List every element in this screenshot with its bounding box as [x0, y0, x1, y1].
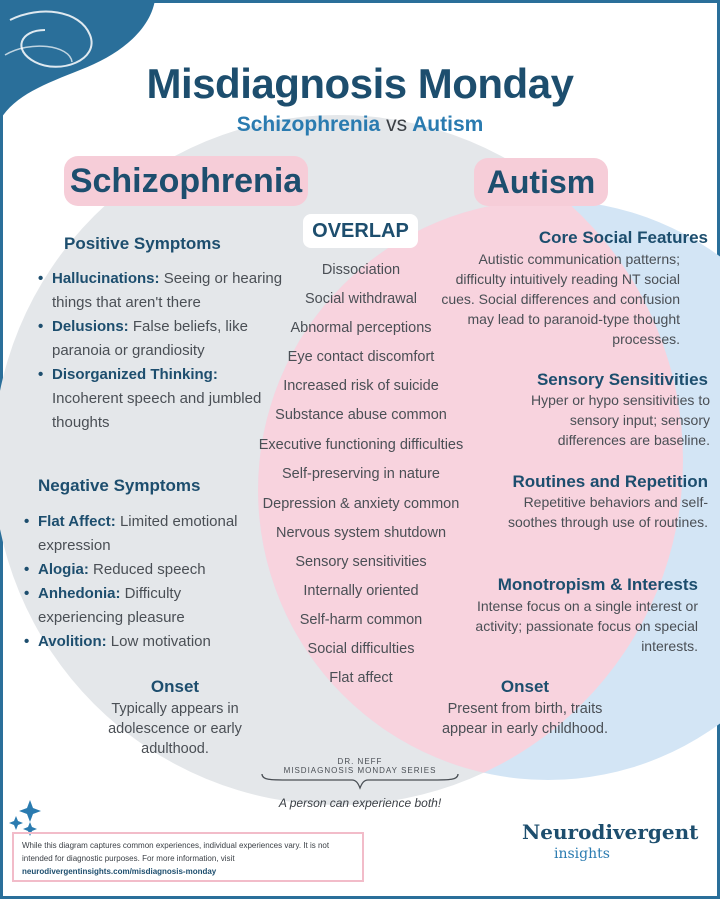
overlap-item: Increased risk of suicide [283, 378, 439, 394]
disclaimer-box [12, 832, 364, 882]
positive-symptoms-heading: Positive Symptoms [64, 234, 221, 253]
disclaimer-link[interactable]: neurodivergentinsights.com/misdiagnosis-monday [22, 867, 217, 876]
tagline: A person can experience both! [278, 796, 442, 810]
sparkle-icon [9, 800, 41, 836]
overlap-item: Social withdrawal [304, 291, 418, 307]
list-item: • Delusions: False beliefs, like paranoia or grandiosity [38, 315, 283, 363]
autism-core-social-text: Autistic communication patterns; difficulty intuitively reading NT social cues. Social differences and confusion may lead to paranoid-type thought processes. [441, 251, 680, 347]
overlap-item: Nervous system shutdown [275, 525, 447, 541]
overlap-item: Social difficulties [307, 641, 415, 657]
overlap-item: Flat affect [329, 670, 393, 686]
disclaimer-text: While this diagram captures common experiences, individual experiences vary. It is not intended for diagnostic purposes. For more information, visit [22, 841, 330, 863]
autism-routines-text: Repetitive behaviors and self-soothes through use of routines. [507, 494, 708, 530]
overlap-item: Self-harm common [299, 612, 423, 628]
brand-logo-name: Neurodivergent [522, 820, 699, 844]
schizophrenia-onset-heading: Onset [150, 677, 200, 696]
overlap-item: Internally oriented [303, 583, 419, 599]
series-author: DR. NEFF [337, 757, 383, 766]
overlap-item: Executive functioning difficulties [258, 437, 464, 453]
autism-monotropism-heading: Monotropism & Interests [497, 575, 698, 594]
list-item: • Avolition: Low motivation [24, 630, 249, 654]
overlap-item: Abnormal perceptions [290, 320, 432, 336]
overlap-item: Sensory sensitivities [295, 554, 427, 570]
autism-sensory-heading: Sensory Sensitivities [536, 370, 708, 389]
page-subtitle [0, 113, 720, 137]
overlap-item: Depression & anxiety common [262, 496, 460, 512]
overlap-label: OVERLAP [303, 214, 418, 248]
autism-sensory-text: Hyper or hypo sensitivities to sensory input; sensory differences are baseline. [531, 392, 710, 448]
list-item: • Disorganized Thinking: Incoherent speech and jumbled thoughts [38, 363, 283, 435]
overlap-item: Eye contact discomfort [287, 349, 435, 365]
schizophrenia-label: Schizophrenia [64, 156, 308, 206]
subtitle-vs: vs [386, 113, 408, 136]
list-item: • Hallucinations: Seeing or hearing things that aren't there [38, 267, 283, 315]
series-name: MISDIAGNOSIS MONDAY SERIES [283, 766, 437, 775]
autism-label: Autism [474, 158, 608, 206]
autism-routines-heading: Routines and Repetition [512, 472, 708, 491]
negative-symptoms-heading: Negative Symptoms [38, 476, 201, 495]
schizophrenia-onset-text: Typically appears in adolescence or early adulthood. [108, 701, 242, 757]
page-title: Misdiagnosis Monday [146, 60, 574, 107]
overlap-item: Dissociation [321, 262, 401, 278]
autism-onset-text: Present from birth, traits appear in early childhood. [441, 701, 609, 737]
brand-logo-sub: insights [554, 846, 610, 862]
negative-symptoms-list [24, 510, 249, 654]
overlap-item: Self-preserving in nature [282, 466, 440, 482]
autism-onset-heading: Onset [500, 677, 550, 696]
overlap-item: Substance abuse common [275, 407, 447, 423]
subtitle-schizophrenia: Schizophrenia [236, 113, 381, 136]
autism-monotropism-text: Intense focus on a single interest or activity; passionate focus on special interests. [475, 598, 698, 654]
list-item: • Flat Affect: Limited emotional expression [24, 510, 249, 558]
subtitle-autism: Autism [412, 113, 484, 136]
autism-core-social-heading: Core Social Features [538, 228, 708, 247]
list-item: • Anhedonia: Difficulty experiencing pleasure [24, 582, 249, 630]
list-item: • Alogia: Reduced speech [24, 558, 249, 582]
